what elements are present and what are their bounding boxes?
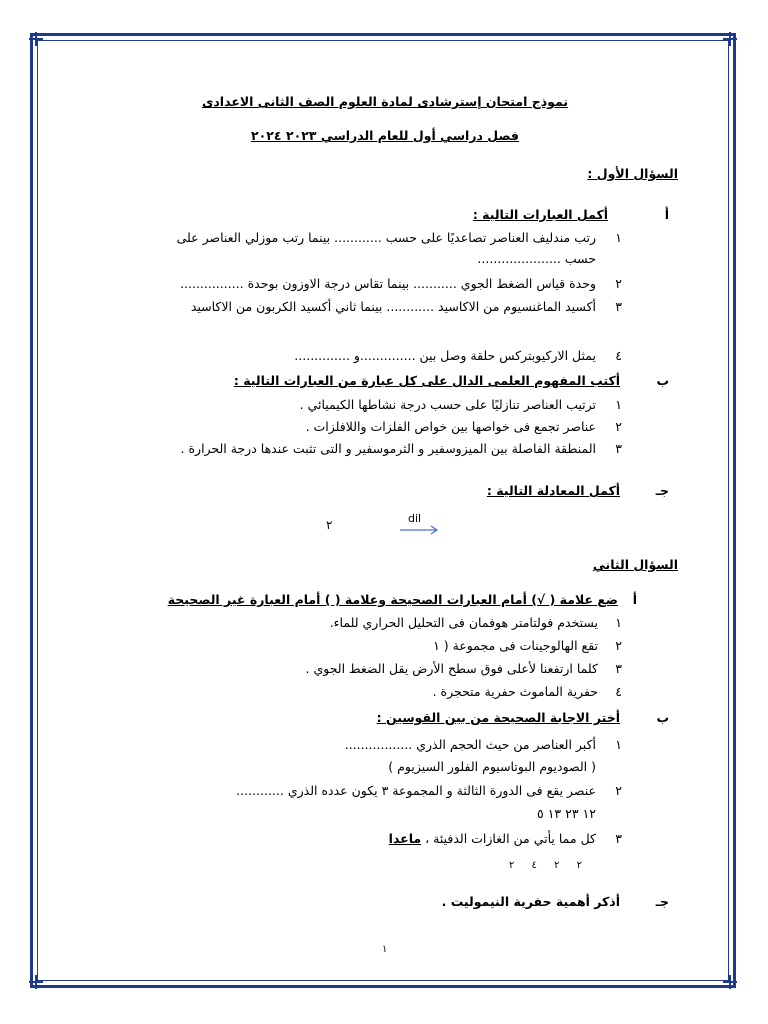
q2-b-item-3-emphasis: ماعدا bbox=[388, 831, 422, 846]
q2-a-title: ضع علامة ( √) أمام العبارات الصحيحة وعلامة ( ) أمام العبارة غير الصحيحة bbox=[167, 592, 618, 607]
exam-title: نموذج امتحان إسترشادى لمادة العلوم الصف الثانى الاعدادى bbox=[201, 94, 569, 109]
q1-c-letter: جـ bbox=[655, 483, 669, 498]
corner-ornament-top-right bbox=[723, 32, 737, 46]
q1-a-item-1: رتب مندليف العناصر تصاعديًا على حسب ............ بينما رتب موزلي العناصر على bbox=[176, 230, 596, 245]
q2-b-item-2-options: ١٢ ٢٣ ١٣ ٥ bbox=[537, 806, 596, 821]
q2-a-item-2-num: ٢ bbox=[615, 638, 622, 653]
q2-b-item-2: عنصر يقع فى الدورة الثالثة و المجموعة ٣ يكون عدده الذري ............ bbox=[236, 783, 596, 798]
q2-b-item-1-num: ١ bbox=[615, 737, 622, 752]
exam-term: فصل دراسي أول للعام الدراسي ٢٠٢٣ ٢٠٢٤ bbox=[251, 128, 519, 143]
q2-b-item-3: كل مما يأتي من الغازات الدفيئة ، bbox=[421, 831, 596, 846]
q2-b-item-3-options: ٢ ٢ ٤ ٢ bbox=[508, 860, 582, 871]
q2-a-item-2: تقع الهالوجينات فى مجموعة ( ١ bbox=[433, 638, 598, 653]
q1-a-item-3: أكسيد الماغنسيوم من الاكاسيد ............ بينما ثاني أكسيد الكربون من الاكاسيد bbox=[190, 299, 596, 314]
corner-ornament-top-left bbox=[29, 32, 43, 46]
q2-a-item-4: حفرية الماموث حفرية متحجرة . bbox=[432, 684, 598, 699]
q1-a-item-2-num: ٢ bbox=[615, 276, 622, 291]
q1-b-item-3-num: ٣ bbox=[615, 441, 622, 456]
q2-b-letter: ب bbox=[656, 710, 669, 725]
q1-a-item-2: وحدة قياس الضغط الجوي ........... بينما تقاس درجة الاوزون بوحدة ................ bbox=[180, 276, 596, 291]
q1-b-title: أكتب المفهوم العلمى الدال على كل عبارة من العبارات التالية : bbox=[233, 373, 620, 388]
q1-b-item-1: ترتيب العناصر تنازليًا على حسب درجة نشاطها الكيميائي . bbox=[299, 397, 596, 412]
q2-a-item-3: كلما ارتفعنا لأعلى فوق سطح الأرض يقل الضغط الجوي . bbox=[305, 661, 598, 676]
q1-b-item-3: المنطقة الفاصلة بين الميزوسفير و الثرموسفير و التى تثبت عندها درجة الحرارة . bbox=[180, 441, 596, 456]
q1-a-letter: أ bbox=[664, 207, 669, 222]
q1-a-title: أكمل العبارات التالية : bbox=[472, 207, 608, 222]
q1-c-title: أكمل المعادلة التالية : bbox=[486, 483, 620, 498]
q2-a-item-1: يستخدم فولتامتر هوفمان فى التحليل الحراري للماء. bbox=[329, 615, 598, 630]
arrow-label: dil bbox=[408, 512, 422, 525]
q2-b-item-3-line bbox=[389, 831, 596, 847]
equation-coefficient: ٢ bbox=[326, 518, 333, 532]
corner-ornament-bottom-left bbox=[29, 975, 43, 989]
page-number: ١ bbox=[382, 944, 388, 955]
q1-a-item-3-num: ٣ bbox=[615, 299, 622, 314]
q2-c-title: أذكر أهمية حفرية النيموليت . bbox=[441, 894, 620, 909]
q2-b-item-1: أكبر العناصر من حيث الحجم الذري ................. bbox=[344, 737, 596, 752]
q1-a-item-4: يمثل الاركيوبتركس حلقة وصل بين ..............و .............. bbox=[294, 348, 596, 363]
q2-b-item-1-options: ( الصوديوم البوتاسيوم الفلور السيزيوم ) bbox=[388, 759, 596, 774]
q2-b-item-3-num: ٣ bbox=[615, 831, 622, 846]
reaction-arrow-icon bbox=[400, 524, 440, 536]
q1-b-item-1-num: ١ bbox=[615, 397, 622, 412]
q1-a-item-4-num: ٤ bbox=[615, 348, 622, 363]
q2-a-letter: أ bbox=[632, 592, 637, 607]
q1-b-item-2-num: ٢ bbox=[615, 419, 622, 434]
q2-a-item-3-num: ٣ bbox=[615, 661, 622, 676]
q2-heading: السؤال الثاني bbox=[592, 557, 678, 572]
q2-a-item-4-num: ٤ bbox=[615, 684, 622, 699]
q2-c-letter: جـ bbox=[655, 894, 669, 909]
q2-b-item-2-num: ٢ bbox=[615, 783, 622, 798]
q2-a-item-1-num: ١ bbox=[615, 615, 622, 630]
corner-ornament-bottom-right bbox=[723, 975, 737, 989]
q1-a-item-1-num: ١ bbox=[615, 230, 622, 245]
q1-b-item-2: عناصر تجمع فى خواصها بين خواص الفلزات واللافلزات . bbox=[305, 419, 596, 434]
q1-a-item-1-cont: حسب ..................... bbox=[477, 251, 596, 266]
q1-heading: السؤال الأول : bbox=[587, 166, 678, 181]
q2-b-title: أختر الاجابة الصحيحة من بين القوسين : bbox=[376, 710, 620, 725]
q1-b-letter: ب bbox=[656, 373, 669, 388]
